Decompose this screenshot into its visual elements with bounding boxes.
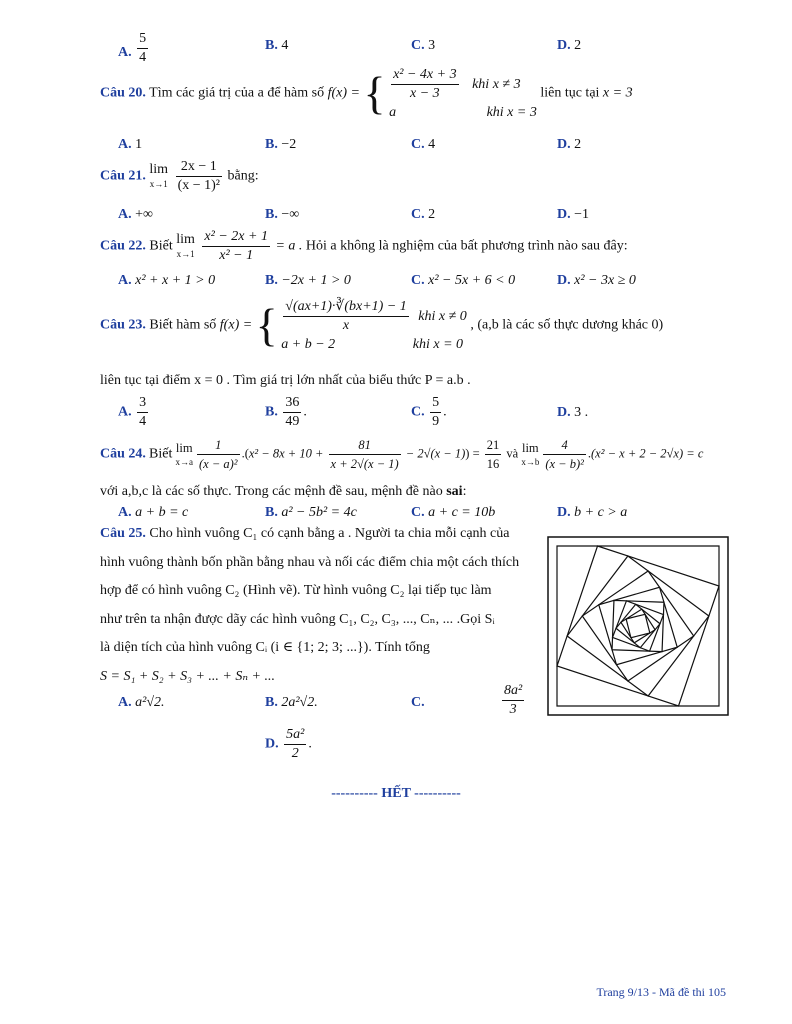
option-b: B. 4 <box>265 38 289 53</box>
fraction-rhs: $\frac{21}{16}$ <box>486 438 500 471</box>
question-text: Biết <box>149 446 173 462</box>
question-23 <box>100 298 663 353</box>
question-20 <box>100 66 633 121</box>
option-c: C. x² − 5x + 6 < 0 <box>411 273 516 288</box>
option-c: C. 2 <box>411 207 436 222</box>
question-22 <box>100 228 628 265</box>
option-b: B. $\frac{36}{49}$ . <box>265 395 307 429</box>
piecewise-cases: $\frac{√(ax+1)\cdot∛(bx+1) - 1}{x}$ khi x ≠ 0 a + b − 2 khi x = 0 <box>281 299 467 352</box>
fraction: $\frac{\text{x² − 2x + 1}}{\text{x² − 1}}$ <box>204 229 268 263</box>
option-c-value: $\frac{\text{8a²}}{3}$ <box>504 683 523 717</box>
fraction: $\frac{2x - 1}{\text{(x − 1)²}}$ <box>177 159 220 193</box>
q25-options-row1 <box>0 683 792 717</box>
piecewise-cases: $\frac{\text{x² − 4x + 3}}{x - 3}$ khi x ≠ 3 a khi x = 3 <box>389 67 537 120</box>
fraction-1: $\frac{1}{\text{(x − a)²}}$ <box>199 438 238 471</box>
option-b: B. −∞ <box>265 207 300 222</box>
function-name: f(x) = <box>327 85 360 101</box>
question-23-line2: liên tục tại điểm x = 0 . Tìm giá trị lớn nhất của biểu thức P = a.b . <box>100 373 471 388</box>
option-d: D. 2 <box>557 38 582 53</box>
option-a: A. a + b = c <box>118 505 189 520</box>
question-text-after: liên tục tại <box>540 85 600 101</box>
option-b: B. 2a²√2. <box>265 695 318 710</box>
question-text: Biết <box>149 238 173 254</box>
option-b: B. −2 <box>265 137 297 152</box>
option-a: A. x² + x + 1 > 0 <box>118 273 216 288</box>
q25-line-2: hình vuông thành bốn phần bằng nhau và nối các điểm chia một cách thích <box>100 554 520 570</box>
q25-line-3: hợp để có hình vuông C₂ (Hình vẽ). Từ hình vuông C₂ lại tiếp tục làm <box>100 583 492 598</box>
question-text: bằng: <box>227 168 259 184</box>
option-a: A. 1 <box>118 137 143 152</box>
option-d: D. 3 . <box>557 405 589 420</box>
option-c: C. $\frac{5}{9}$ . <box>411 395 447 429</box>
question-24: Câu 24. Biết lim x→a $\frac{1}{\text{(x − a)²}}$ .(x² − 8x + 10 + $\frac{81}{x + 2√(x - 1)}$ − 2√(x − 1)) = $\frac{21}{16}$ và lim x→b $\frac{4}{\text{(x − b)²}}$ .(x² − x + 2 − 2√x) = c <box>100 438 704 471</box>
fraction-2: $\frac{4}{\text{(x − b)²}}$ <box>545 438 584 471</box>
q25-line-5: là diện tích của hình vuông Cᵢ (i ∈ {1; 2; 3; ...}). Tính tổng <box>100 640 430 655</box>
option-b: B. a² − 5b² = 4c <box>265 505 357 520</box>
question-25 <box>100 520 528 691</box>
option-d: D. −1 <box>557 207 590 222</box>
end-marker: ---------- HẾT ---------- <box>331 786 461 801</box>
limit-1: lim x→a <box>175 440 193 467</box>
q25-line-1: Câu 25. Cho hình vuông C₁ có cạnh bằng a . Người ta chia mỗi cạnh của <box>100 526 510 541</box>
question-21 <box>100 158 259 195</box>
question-text: Tìm các giá trị của a để hàm số <box>149 85 325 101</box>
question-label: Câu 23. <box>100 317 146 333</box>
option-a: A. a²√2. <box>118 695 165 710</box>
question-label: Câu 22. <box>100 238 146 254</box>
option-d: D. 2 <box>557 137 582 152</box>
q23-options <box>0 394 792 434</box>
question-text-after: , (a,b là các số thực dương khác 0) <box>470 317 664 333</box>
nested-squares-figure <box>547 536 729 716</box>
option-d: D. b + c > a <box>557 505 628 520</box>
function-name: f(x) = <box>219 317 253 333</box>
limit: lim x→1 <box>149 161 169 189</box>
question-label: Câu 24. <box>100 446 146 462</box>
question-text-after: Hỏi a không là nghiệm của bất phương trình nào sau đây: <box>305 238 628 254</box>
option-c: C. a + c = 10b <box>411 505 496 520</box>
q25-line-4: như trên ta nhận được dãy các hình vuông C₁, C₂, C₃, ..., Cₙ, ... .Gọi Sᵢ <box>100 611 495 627</box>
option-d: D. x² − 3x ≥ 0 <box>557 273 636 288</box>
expr-1b: − 2√(x − 1) <box>405 446 466 461</box>
question-24-line2: với a,b,c là các số thực. Trong các mệnh đề sau, mệnh đề nào sai: <box>100 484 467 499</box>
expr-2: (x² − x + 2 − 2√x) = c <box>591 446 704 461</box>
expr-1a: x² − 8x + 10 + <box>248 446 324 461</box>
page-footer: Trang 9/13 - Mã đề thi 105 <box>596 985 726 999</box>
piecewise-brace: { <box>363 67 386 119</box>
option-c: C. 3 <box>411 38 436 53</box>
prev-options-row <box>0 30 792 66</box>
q25-line-6: S = S₁ + S₂ + S₃ + ... + Sₙ + ... <box>100 668 275 684</box>
option-b: B. −2x + 1 > 0 <box>265 273 351 288</box>
question-label: Câu 21. <box>100 168 146 184</box>
piecewise-brace: { <box>255 299 278 351</box>
option-c: C. 4 <box>411 137 436 152</box>
fraction-inner: $\frac{81}{x + 2√(x - 1)}$ <box>330 438 399 471</box>
option-a: A. $\frac{5}{4}$ <box>118 31 147 65</box>
continuity-point: x = 3 <box>602 85 633 101</box>
q25-options-row2 <box>0 726 792 766</box>
conjunction: và <box>506 446 519 461</box>
question-label: Câu 20. <box>100 85 146 101</box>
limit-2: lim x→b <box>521 440 540 467</box>
equation: = a . <box>275 238 303 254</box>
option-c-label: C. <box>411 695 425 710</box>
option-d: D. $\frac{\text{5a²}}{2}$ . <box>265 727 312 761</box>
option-a: A. +∞ <box>118 207 154 222</box>
option-a: A. $\frac{3}{4}$ <box>118 395 147 429</box>
question-text: Biết hàm số <box>149 317 217 333</box>
limit: lim x→1 <box>176 231 195 259</box>
